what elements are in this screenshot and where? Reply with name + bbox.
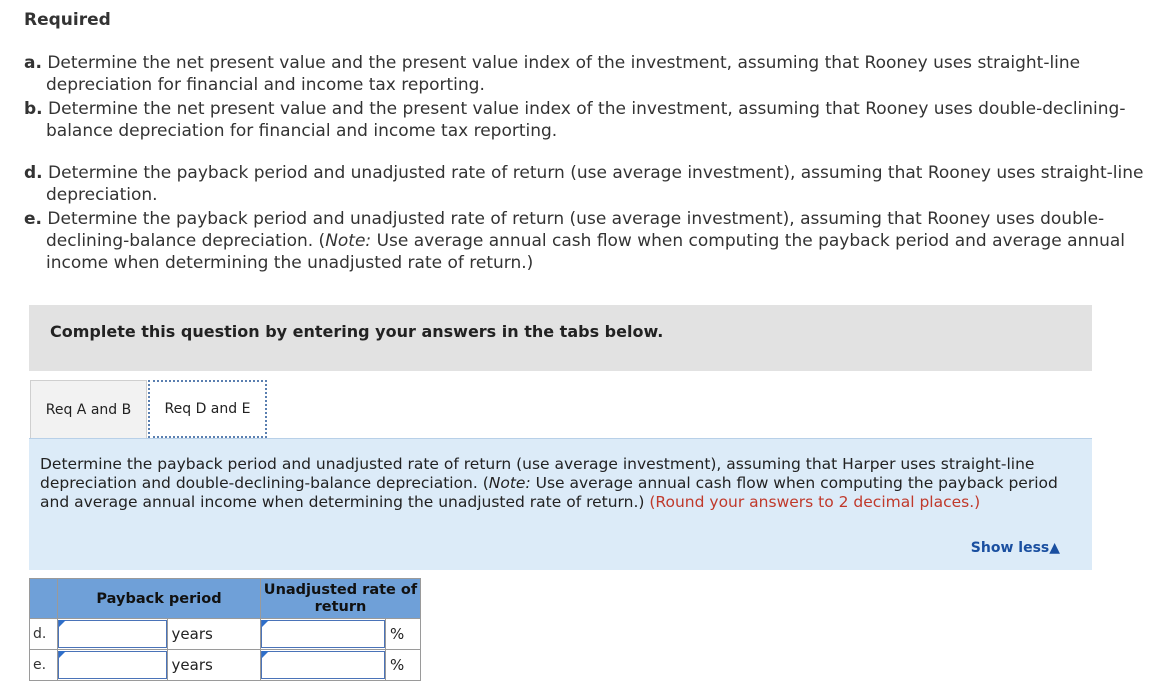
input-marker-icon <box>59 620 66 627</box>
rate-unit: % <box>386 650 421 681</box>
requirement-letter: d. <box>24 163 43 183</box>
payback-input-e[interactable] <box>58 651 167 679</box>
answer-table <box>29 578 421 681</box>
payback-unit: years <box>167 650 260 681</box>
panel-text-after: Use average annual cash flow when computing the payback period and average annual income when determining the unadjusted rate of return.) <box>40 474 1058 511</box>
requirement-letter: b. <box>24 99 43 119</box>
input-marker-icon <box>262 651 269 658</box>
instruction-banner: Complete this question by entering your answers in the tabs below. <box>29 305 1092 371</box>
rounding-instruction: (Round your answers to 2 decimal places.) <box>649 493 981 511</box>
panel-note-label: Note: <box>488 474 531 492</box>
panel-text: Determine the payback period and unadjusted rate of return (use average investment), assuming that Harper uses straight-line depreciation and double-declining-balance depreciation. ( <box>40 455 1035 492</box>
requirement-text: Determine the payback period and unadjusted rate of return (use average investment), assuming that Rooney uses straight-line depreciation. <box>46 163 1144 205</box>
row-label: d. <box>30 619 58 650</box>
rate-cell <box>261 650 386 681</box>
payback-input-d[interactable] <box>58 620 167 648</box>
table-header-row <box>30 579 421 619</box>
header-unadjusted-rate: Unadjusted rate of return <box>261 579 421 619</box>
payback-cell <box>58 619 168 650</box>
input-marker-icon <box>59 651 66 658</box>
tab-req-a-and-b[interactable]: Req A and B <box>30 380 147 438</box>
requirement-e <box>24 208 1164 274</box>
question-panel <box>29 438 1092 570</box>
payback-cell <box>58 650 168 681</box>
requirement-text: Determine the net present value and the present value index of the investment, assuming that Rooney uses double-declining-balance depreciation for financial and income tax reporting. <box>46 99 1126 141</box>
required-heading: Required <box>24 10 111 30</box>
requirement-d <box>24 162 1164 206</box>
requirement-text-after: Use average annual cash flow when computing the payback period and average annual income when determining the unadjusted rate of return.) <box>46 231 1125 273</box>
requirement-text: Determine the net present value and the present value index of the investment, assuming that Rooney uses straight-line depreciation for financial and income tax reporting. <box>46 53 1081 95</box>
rate-unit: % <box>386 619 421 650</box>
rate-input-e[interactable] <box>261 651 385 679</box>
payback-unit: years <box>167 619 260 650</box>
requirement-text: Determine the payback period and unadjusted rate of return (use average investment), assuming that Rooney uses double-declining-balance depreciation. ( <box>46 209 1105 251</box>
requirements-list <box>24 52 1164 276</box>
input-marker-icon <box>262 620 269 627</box>
header-blank-cell <box>30 579 58 619</box>
row-label: e. <box>30 650 58 681</box>
table-row <box>30 619 421 650</box>
rate-cell <box>261 619 386 650</box>
show-less-link[interactable]: Show less▲ <box>970 540 1060 556</box>
table-row <box>30 650 421 681</box>
requirement-a <box>24 52 1164 96</box>
requirement-letter: e. <box>24 209 42 229</box>
tab-req-d-and-e[interactable]: Req D and E <box>148 380 267 438</box>
requirement-b <box>24 98 1164 142</box>
header-payback-period: Payback period <box>58 579 261 619</box>
rate-input-d[interactable] <box>261 620 385 648</box>
requirement-letter: a. <box>24 53 42 73</box>
requirement-note-label: Note: <box>325 231 372 251</box>
